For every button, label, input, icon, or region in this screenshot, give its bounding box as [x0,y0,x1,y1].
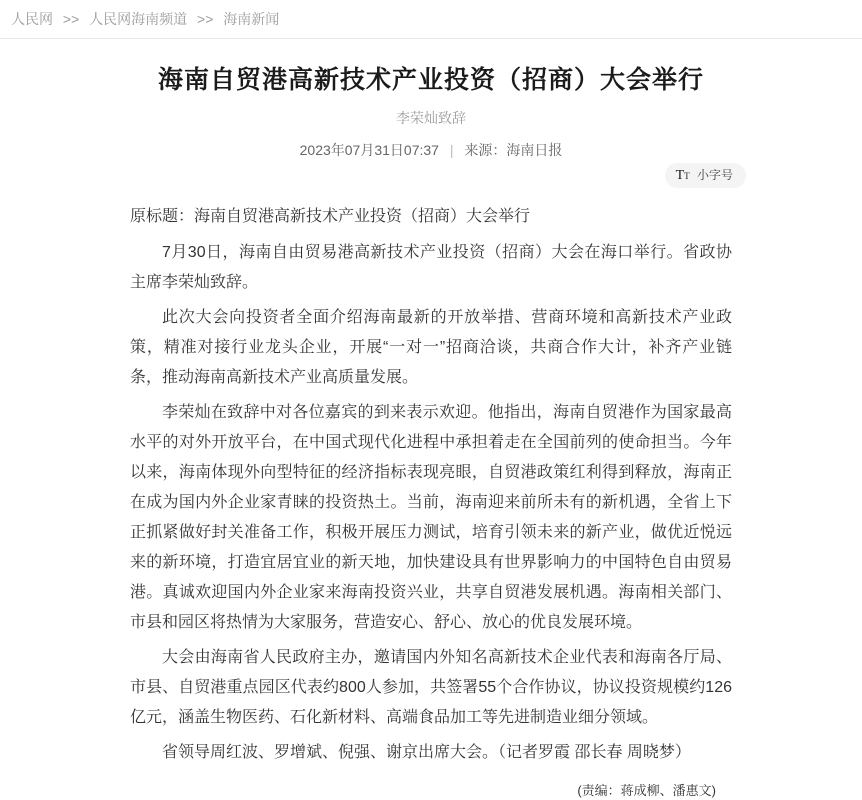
editor-credits: (责编：蒋成柳、潘惠文) [577,783,716,798]
breadcrumb-link-peoples-daily[interactable]: 人民网 [11,11,53,27]
publish-datetime: 2023年07月31日07:37 [299,142,439,158]
breadcrumb-link-hainan-channel[interactable]: 人民网海南频道 [89,11,188,27]
article-subtitle: 李荣灿致辞 [396,110,466,126]
paragraph-3: 李荣灿在致辞中对各位嘉宾的到来表示欢迎。他指出，海南自贸港作为国家最高水平的对外开放平台，在中国式现代化进程中承担着走在全国前列的使命担当。今年以来，海南体现外向型特征的经济指标表现亮眼，自贸港政策红利得到释放，海南正在成为国内外企业家青睐的投资热土。当前，海南迎来前所未有的新机遇，全省上下正抓紧做好封关准备工作，积极开展压力测试，培育引领未来的新产业，做优近悦远来的新环境，打造宜居宜业的新天地，加快建设具有世界影响力的中国特色自由贸易港。真诚欢迎国内外企业家来海南投资兴业，共享自贸港发展机遇。海南相关部门、市县和园区将热情为大家服务，营造安心、舒心、放心的优良发展环境。 [130,404,732,631]
original-title: 原标题：海南自贸港高新技术产业投资（招商）大会举行 [130,208,531,225]
breadcrumb [0,0,862,29]
font-size-icon: TT [675,168,690,183]
breadcrumb-separator: >> [62,11,80,27]
article-container [116,63,746,800]
breadcrumb-link-hainan-news[interactable]: 海南新闻 [223,11,280,27]
article-meta [116,140,746,160]
header-divider [0,38,862,39]
paragraph-4: 大会由海南省人民政府主办，邀请国内外知名高新技术企业代表和海南各厅局、市县、自贸港重点园区代表约800人参加，共签署55个合作协议，协议投资规模约126亿元，涵盖生物医药、石化新材料、高端食品加工等先进制造业细分领域。 [130,649,732,726]
paragraph-5: 省领导周红波、罗增斌、倪强、谢京出席大会。（记者罗霞 邵长春 周晓梦） [162,744,691,761]
paragraph-1: 7月30日，海南自由贸易港高新技术产业投资（招商）大会在海口举行。省政协主席李荣灿致辞。 [130,244,732,291]
article-title: 海南自贸港高新技术产业投资（招商）大会举行 [157,66,704,94]
article-body [130,202,732,800]
meta-separator: | [449,142,454,158]
paragraph-2: 此次大会向投资者全面介绍海南最新的开放举措、营商环境和高新技术产业政策，精准对接行业龙头企业，开展“一对一”招商洽谈，共商合作大计，补齐产业链条，推动海南高新技术产业高质量发展。 [130,309,732,386]
font-size-button[interactable] [665,163,746,188]
article-toolbar [116,163,746,188]
font-size-label: 小字号 [696,168,733,182]
breadcrumb-separator: >> [197,11,214,27]
source-link[interactable]: 海南日报 [506,142,563,158]
source-label: 来源： [464,142,507,158]
